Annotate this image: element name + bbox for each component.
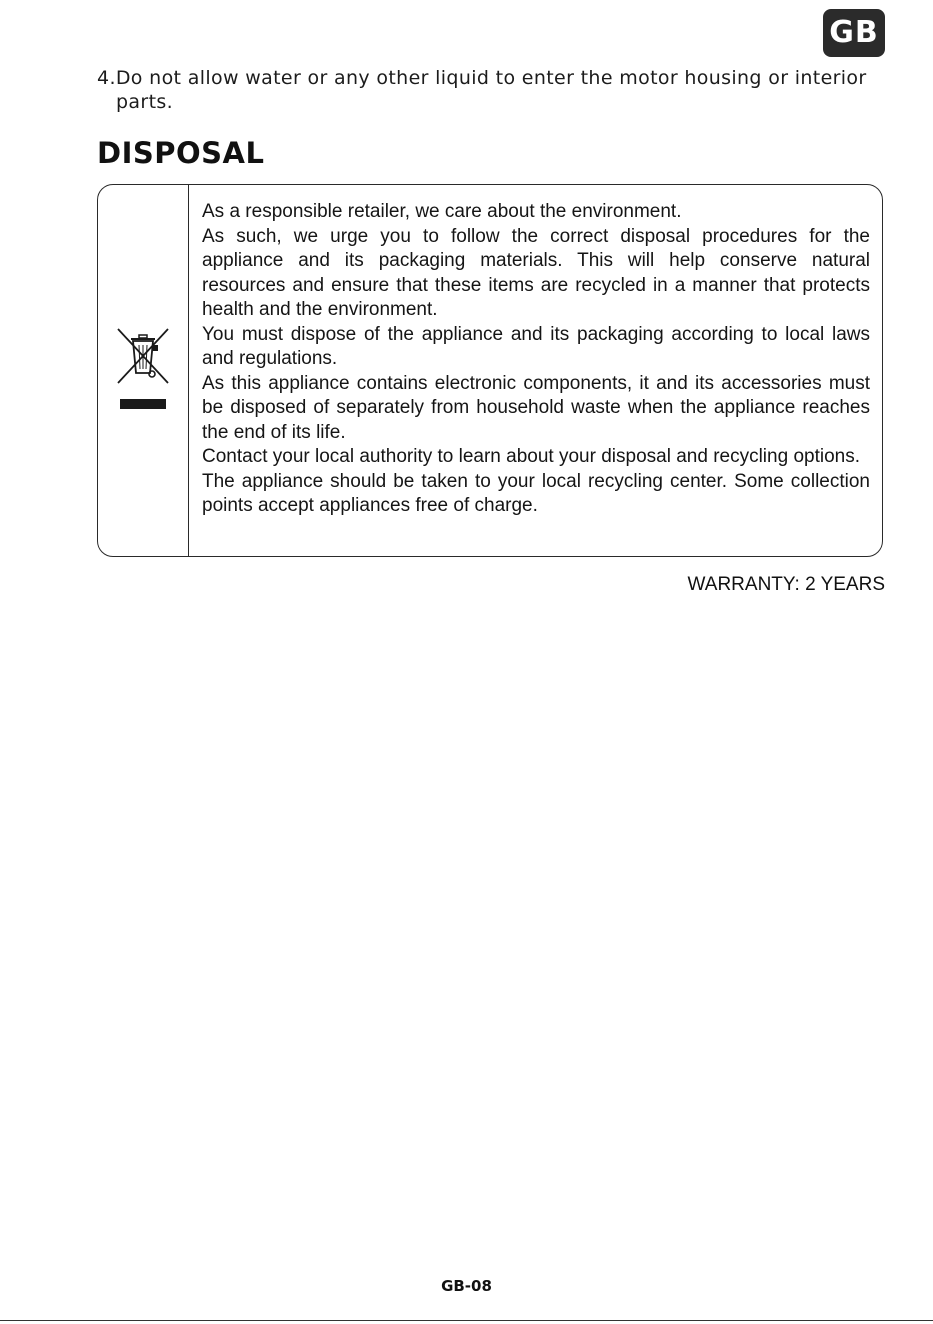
- crossed-out-wheelie-bin-icon: [114, 323, 172, 409]
- disposal-paragraph: The appliance should be taken to your local recycling center. Some collection points accept appliances free of charge.: [202, 470, 870, 516]
- disposal-paragraph: As a responsible retailer, we care about the environment.: [202, 201, 682, 222]
- disposal-info-box: [97, 184, 883, 557]
- page-number: GB-08: [441, 1277, 492, 1295]
- disposal-paragraph: Contact your local authority to learn about your disposal and recycling options.: [202, 446, 860, 467]
- box-divider: [188, 185, 189, 556]
- instruction-item: [97, 66, 887, 114]
- disposal-paragraph: As this appliance contains electronic components, it and its accessories must be disposed of separately from household waste when the appliance reaches the end of its life.: [202, 372, 870, 443]
- disposal-text: [202, 200, 870, 519]
- instruction-line: 4.Do not allow water or any other liquid to enter the motor housing or interior: [97, 67, 867, 89]
- language-badge: GB: [823, 9, 885, 57]
- section-title: DISPOSAL: [97, 136, 265, 170]
- instruction-line-continued: parts.: [116, 91, 174, 113]
- disposal-paragraph: You must dispose of the appliance and its packaging according to local laws and regulations.: [202, 323, 870, 369]
- warranty-label: WARRANTY: 2 YEARS: [687, 574, 885, 595]
- page-bottom-rule: [0, 1320, 933, 1321]
- disposal-paragraph: As such, we urge you to follow the correct disposal procedures for the appliance and its packaging materials. This will help conserve natural resources and ensure that these items are recycled in a manner that protects health and the environment.: [202, 225, 870, 320]
